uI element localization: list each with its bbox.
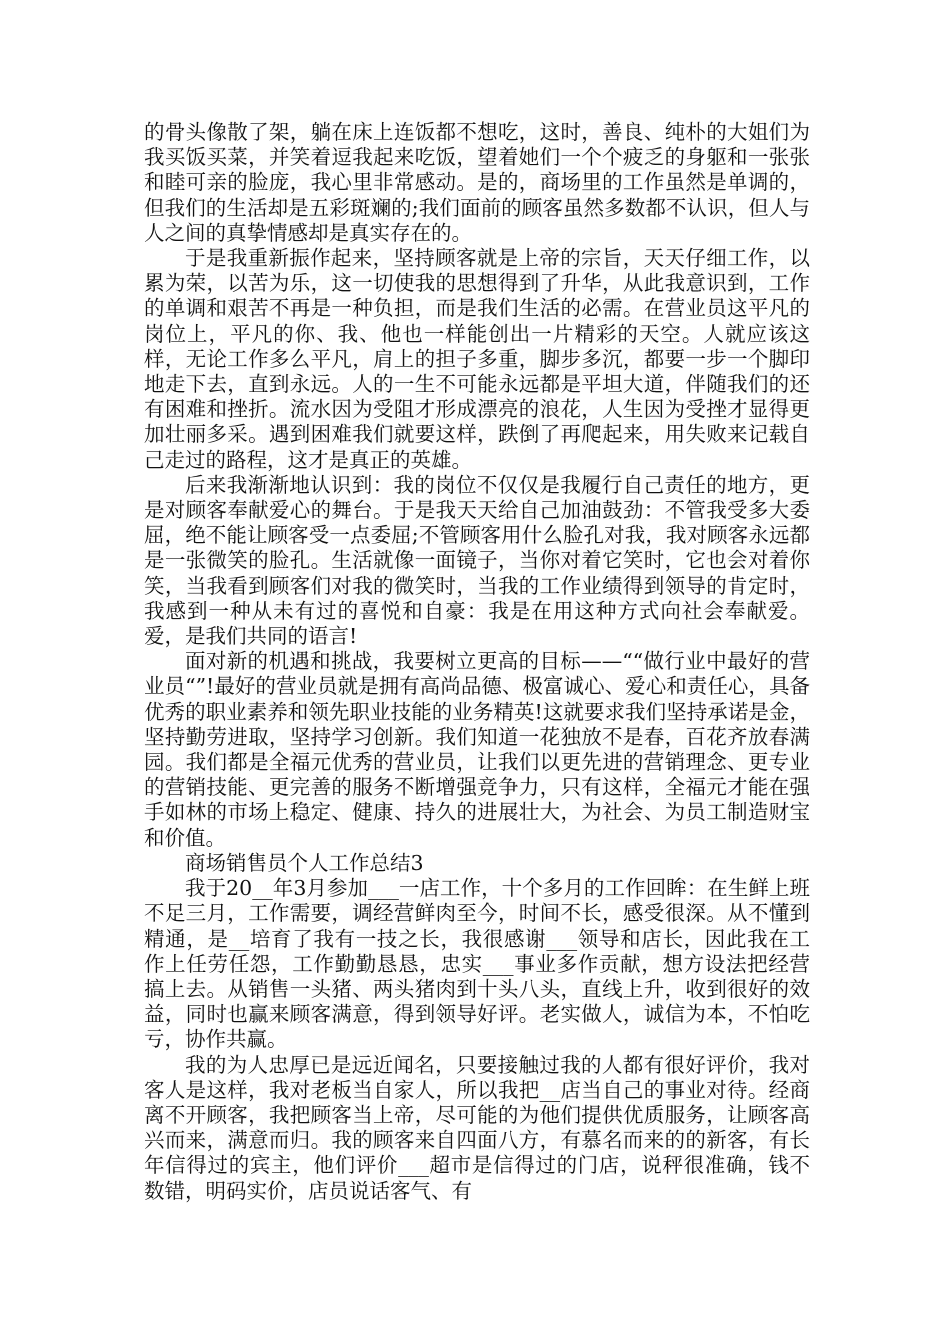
paragraph: 我于20__年3月参加___一店工作，十个多月的工作回眸：在生鲜上班不足三月，工作需要，调经营鲜肉至今，时间不长，感受很深。从不懂到精通，是__培育了我有一技之长，我很感谢___领导和店长，因此我在工作上任劳任怨，工作勤勤恳恳，忠实___事业多作贡献，想方设法把经营搞上去。从销售一头猪、两头猪肉到十头八头，直线上升，收到很好的效益，同时也赢来顾客满意，得到领导好评。老实做人，诚信为本，不怕吃亏，协作共赢。 (144, 876, 810, 1052)
paragraph-continuation: 的骨头像散了架，躺在床上连饭都不想吃，这时，善良、纯朴的大姐们为我买饭买菜，并笑着逗我起来吃饭，望着她们一个个疲乏的身躯和一张张和睦可亲的脸庞，我心里非常感动。是的，商场里的工作虽然是单调的，但我们的生活却是五彩斑斓的;我们面前的顾客虽然多数都不认识，但人与人之间的真挚情感却是真实存在的。 (144, 120, 810, 245)
paragraph: 面对新的机遇和挑战，我要树立更高的目标——““做行业中最好的营业员“”!最好的营业员就是拥有高尚品德、极富诚心、爱心和责任心，具备优秀的职业素养和领先职业技能的业务精英!这就要求我们坚持承诺是金，坚持勤劳进取，坚持学习创新。我们知道一花独放不是春，百花齐放春满园。我们都是全福元优秀的营业员，让我们以更先进的营销理念、更专业的营销技能、更完善的服务不断增强竞争力，只有这样，全福元才能在强手如林的市场上稳定、健康、持久的进展壮大，为社会、为员工制造财宝和价值。 (144, 649, 810, 850)
paragraph: 我的为人忠厚已是远近闻名，只要接触过我的人都有很好评价，我对客人是这样，我对老板当自家人，所以我把__店当自己的事业对待。经商离不开顾客，我把顾客当上帝，尽可能的为他们提供优质服务，让顾客高兴而来，满意而归。我的顾客来自四面八方，有慕名而来的的新客，有长年信得过的宾主，他们评价___超市是信得过的门店，说秤很准确，钱不数错，明码实价，店员说话客气、有 (144, 1052, 810, 1203)
paragraph: 于是我重新振作起来，坚持顾客就是上帝的宗旨，天天仔细工作，以累为荣，以苦为乐，这一切使我的思想得到了升华，从此我意识到，工作的单调和艰苦不再是一种负担，而是我们生活的必需。在营业员这平凡的岗位上，平凡的你、我、他也一样能创出一片精彩的天空。人就应该这样，无论工作多么平凡，肩上的担子多重，脚步多沉，都要一步一个脚印地走下去，直到永远。人的一生不可能永远都是平坦大道，伴随我们的还有困难和挫折。流水因为受阻才形成漂亮的浪花，人生因为受挫才显得更加壮丽多采。遇到困难我们就要这样，跌倒了再爬起来，用失败来记载自己走过的路程，这才是真正的英雄。 (144, 246, 810, 472)
paragraph: 后来我渐渐地认识到：我的岗位不仅仅是我履行自己责任的地方，更是对顾客奉献爱心的舞台。于是我天天给自己加油鼓劲：不管我受多大委屈，绝不能让顾客受一点委屈;不管顾客用什么脸孔对我，我对顾客永远都是一张微笑的脸孔。生活就像一面镜子，当你对着它笑时，它也会对着你笑，当我看到顾客们对我的微笑时，当我的工作业绩得到领导的肯定时，我感到一种从未有过的喜悦和自豪：我是在用这种方式向社会奉献爱。爱，是我们共同的语言! (144, 472, 810, 649)
document-page (144, 120, 810, 1204)
section-heading: 商场销售员个人工作总结3 (185, 850, 424, 875)
